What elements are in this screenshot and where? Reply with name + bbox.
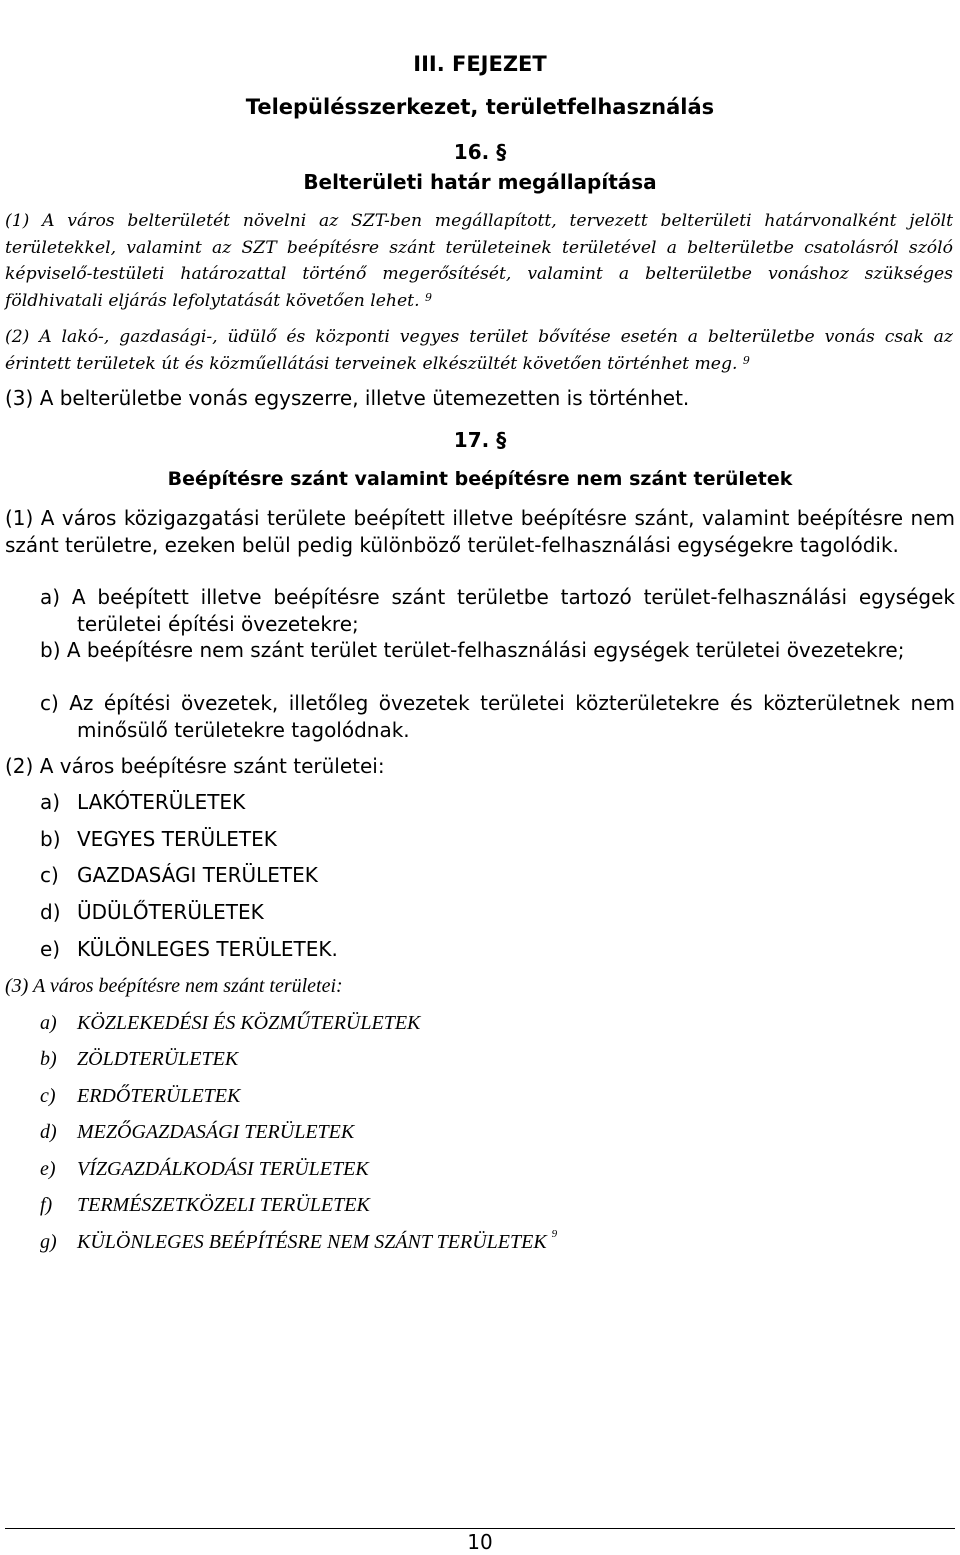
list-item-label: d) <box>40 1121 57 1143</box>
list-item-text: TERMÉSZETKÖZELI TERÜLETEK <box>77 1194 370 1216</box>
list-item <box>40 1194 370 1217</box>
list-item <box>40 1012 420 1035</box>
list-item-label: a) <box>40 790 61 814</box>
list-item-text: KÖZLEKEDÉSI ÉS KÖZMŰTERÜLETEK <box>77 1012 421 1034</box>
section-17-item-c: c) Az építési övezetek, illetőleg övezetek területei közterületekre és közterületnek nem minősülő területekre tagolódnak. <box>40 691 955 742</box>
footer-divider <box>5 1528 955 1529</box>
section-17-title: Beépítésre szánt valamint beépítésre nem szánt területek <box>167 468 793 490</box>
section-16-paragraph-1 <box>5 208 953 314</box>
list-item-label: c) <box>40 863 59 887</box>
footnote-marker: 9 <box>551 1228 558 1240</box>
list-item-label: c) <box>40 1085 56 1107</box>
chapter-title: III. FEJEZET <box>413 52 547 76</box>
list-item-text: VÍZGAZDÁLKODÁSI TERÜLETEK <box>77 1158 369 1180</box>
chapter-subtitle: Településszerkezet, területfelhasználás <box>245 95 715 119</box>
list-item <box>40 790 245 814</box>
section-16-paragraph-3: (3) A belterületbe vonás egyszerre, illetve ütemezetten is történhet. <box>5 386 690 410</box>
list-item <box>40 1228 558 1254</box>
paragraph-text: (1) A város belterületét növelni az SZT-ben megállapított, tervezett belterületi határvonalként jelölt területekkel, valamint az SZT beépítésre szánt területeinek területével a belterületbe csatolásról szóló képviselő-testületi határozattal történő megerősítését, valamint a belterületbe vonáshoz szükséges földhivatali eljárás lefolytatását követően lehet. <box>5 211 953 311</box>
section-17-item-a: a) A beépített illetve beépítésre szánt területbe tartozó terület-felhasználási egységek területei építési övezetekre; <box>40 585 955 636</box>
list-item-text: VEGYES TERÜLETEK <box>77 827 277 851</box>
list-item <box>40 937 338 961</box>
section-17-item-b: b) A beépítésre nem szánt terület terület-felhasználási egységek területei övezetekre; <box>40 638 905 662</box>
list-item <box>40 863 318 887</box>
footnote-marker: 9 <box>742 353 750 367</box>
list-item <box>40 1085 240 1108</box>
list-item-label: e) <box>40 1158 56 1180</box>
list-item <box>40 900 264 924</box>
list-item <box>40 827 277 851</box>
section-17-paragraph-1: (1) A város közigazgatási területe beépített illetve beépítésre szánt, valamint beépítésre nem szánt területre, ezeken belül pedig különböző terület-felhasználási egységekre tagolódik. <box>5 506 955 557</box>
list-item-label: g) <box>40 1231 57 1253</box>
section-17-number: 17. § <box>453 428 507 452</box>
page-number: 10 <box>467 1530 493 1554</box>
list-item-label: a) <box>40 1012 57 1034</box>
list-item-text: KÜLÖNLEGES BEÉPÍTÉSRE NEM SZÁNT TERÜLETEK <box>77 1231 547 1253</box>
list-item-text: GAZDASÁGI TERÜLETEK <box>77 863 318 887</box>
list-item-text: ZÖLDTERÜLETEK <box>77 1048 239 1070</box>
paragraph-text: (2) A lakó-, gazdasági-, üdülő és központi vegyes terület bővítése esetén a belterületbe vonás csak az érintett területek út és közműellátási terveinek elkészültét követően történhet meg. <box>5 327 953 374</box>
section-16-number: 16. § <box>453 140 507 164</box>
footnote-marker: 9 <box>425 290 433 304</box>
list-item <box>40 1121 354 1144</box>
list-item-text: LAKÓTERÜLETEK <box>77 790 246 814</box>
list-item <box>40 1158 369 1181</box>
list-item-text: ERDŐTERÜLETEK <box>77 1085 241 1107</box>
list-item-label: f) <box>40 1194 53 1216</box>
list-item <box>40 1048 238 1071</box>
list-item-text: ÜDÜLŐTERÜLETEK <box>77 900 264 924</box>
section-16-paragraph-2 <box>5 324 953 377</box>
list-item-label: e) <box>40 937 61 961</box>
list-item-label: d) <box>40 900 61 924</box>
list-item-label: b) <box>40 827 61 851</box>
list-item-text: KÜLÖNLEGES TERÜLETEK. <box>77 937 338 961</box>
list-item-label: b) <box>40 1048 57 1070</box>
section-16-title: Belterületi határ megállapítása <box>303 170 657 194</box>
section-17-paragraph-2: (2) A város beépítésre szánt területei: <box>5 754 385 778</box>
section-17-paragraph-3: (3) A város beépítésre nem szánt területei: <box>5 975 343 997</box>
list-item-text: MEZŐGAZDASÁGI TERÜLETEK <box>77 1121 355 1143</box>
